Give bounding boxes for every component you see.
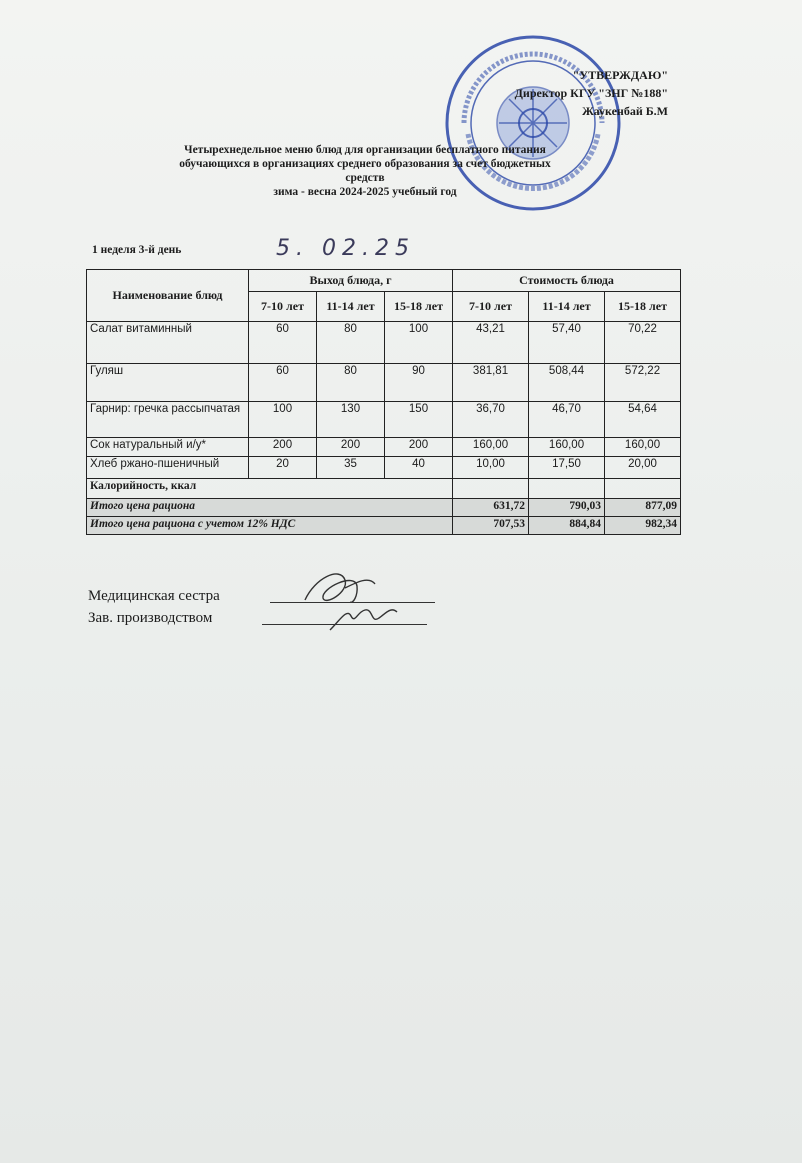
cost-11-14: 160,00 [529, 438, 605, 457]
yield-7-10: 100 [249, 402, 317, 438]
handwritten-date: 5. 02.25 [276, 236, 415, 261]
yield-7-10: 20 [249, 457, 317, 479]
yield-15-18: 200 [385, 438, 453, 457]
dish-name: Сок натуральный и/у* [87, 438, 249, 457]
title-line-2: обучающихся в организациях среднего образования за счет бюджетных [179, 158, 551, 170]
cost-7-10: 10,00 [453, 457, 529, 479]
document-title [110, 143, 620, 199]
total-label: Итого цена рациона [87, 499, 453, 517]
handwritten-signatures [295, 558, 415, 638]
approval-director: Директор КГУ "ЗНГ №188" [514, 86, 668, 100]
calories-label: Калорийность, ккал [87, 479, 453, 499]
cost-11-14: 17,50 [529, 457, 605, 479]
cost-7-10: 381,81 [453, 364, 529, 402]
title-line-3: средств [345, 172, 385, 184]
yield-11-14: 80 [317, 364, 385, 402]
table-row [87, 364, 681, 402]
production-head-signature-label: Зав. производством [88, 610, 213, 626]
total-vat-11-14: 884,84 [529, 517, 605, 535]
table-row [87, 322, 681, 364]
total-15-18: 877,09 [605, 499, 681, 517]
yield-11-14: 200 [317, 438, 385, 457]
title-line-1: Четырехнедельное меню блюд для организации бесплатного питания [184, 144, 546, 156]
cost-11-14: 57,40 [529, 322, 605, 364]
calories-row [87, 479, 681, 499]
cost-15-18: 20,00 [605, 457, 681, 479]
header-yield-age-11-14: 11-14 лет [317, 292, 385, 322]
header-yield: Выход блюда, г [249, 270, 453, 292]
approval-name: Жаукенбай Б.М [582, 104, 668, 118]
cost-15-18: 160,00 [605, 438, 681, 457]
total-11-14: 790,03 [529, 499, 605, 517]
header-yield-age-7-10: 7-10 лет [249, 292, 317, 322]
total-7-10: 631,72 [453, 499, 529, 517]
yield-7-10: 60 [249, 322, 317, 364]
yield-15-18: 100 [385, 322, 453, 364]
yield-11-14: 80 [317, 322, 385, 364]
approval-block [478, 66, 668, 120]
header-cost-age-15-18: 15-18 лет [605, 292, 681, 322]
cost-7-10: 43,21 [453, 322, 529, 364]
yield-15-18: 90 [385, 364, 453, 402]
header-cost: Стоимость блюда [453, 270, 681, 292]
calories-15-18 [605, 479, 681, 499]
week-day-label: 1 неделя 3-й день [92, 244, 182, 256]
cost-15-18: 572,22 [605, 364, 681, 402]
header-yield-age-15-18: 15-18 лет [385, 292, 453, 322]
yield-11-14: 35 [317, 457, 385, 479]
header-cost-age-11-14: 11-14 лет [529, 292, 605, 322]
calories-11-14 [529, 479, 605, 499]
yield-7-10: 200 [249, 438, 317, 457]
cost-15-18: 54,64 [605, 402, 681, 438]
yield-15-18: 40 [385, 457, 453, 479]
cost-11-14: 508,44 [529, 364, 605, 402]
cost-7-10: 36,70 [453, 402, 529, 438]
calories-7-10 [453, 479, 529, 499]
title-line-4: зима - весна 2024-2025 учебный год [273, 186, 457, 198]
nurse-signature-label: Медицинская сестра [88, 588, 220, 604]
yield-11-14: 130 [317, 402, 385, 438]
approval-heading: "УТВЕРЖДАЮ" [572, 68, 668, 82]
cost-11-14: 46,70 [529, 402, 605, 438]
header-cost-age-7-10: 7-10 лет [453, 292, 529, 322]
dish-name: Гуляш [87, 364, 249, 402]
yield-15-18: 150 [385, 402, 453, 438]
table-row [87, 402, 681, 438]
dish-name: Гарнир: гречка рассыпчатая [87, 402, 249, 438]
header-dish: Наименование блюд [87, 270, 249, 322]
table-row [87, 438, 681, 457]
total-vat-15-18: 982,34 [605, 517, 681, 535]
yield-7-10: 60 [249, 364, 317, 402]
total-vat-7-10: 707,53 [453, 517, 529, 535]
menu-table [86, 269, 681, 535]
dish-name: Хлеб ржано-пшеничный [87, 457, 249, 479]
total-row [87, 499, 681, 517]
cost-15-18: 70,22 [605, 322, 681, 364]
total-vat-row [87, 517, 681, 535]
dish-name: Салат витаминный [87, 322, 249, 364]
cost-7-10: 160,00 [453, 438, 529, 457]
table-row [87, 457, 681, 479]
total-vat-label: Итого цена рациона с учетом 12% НДС [87, 517, 453, 535]
